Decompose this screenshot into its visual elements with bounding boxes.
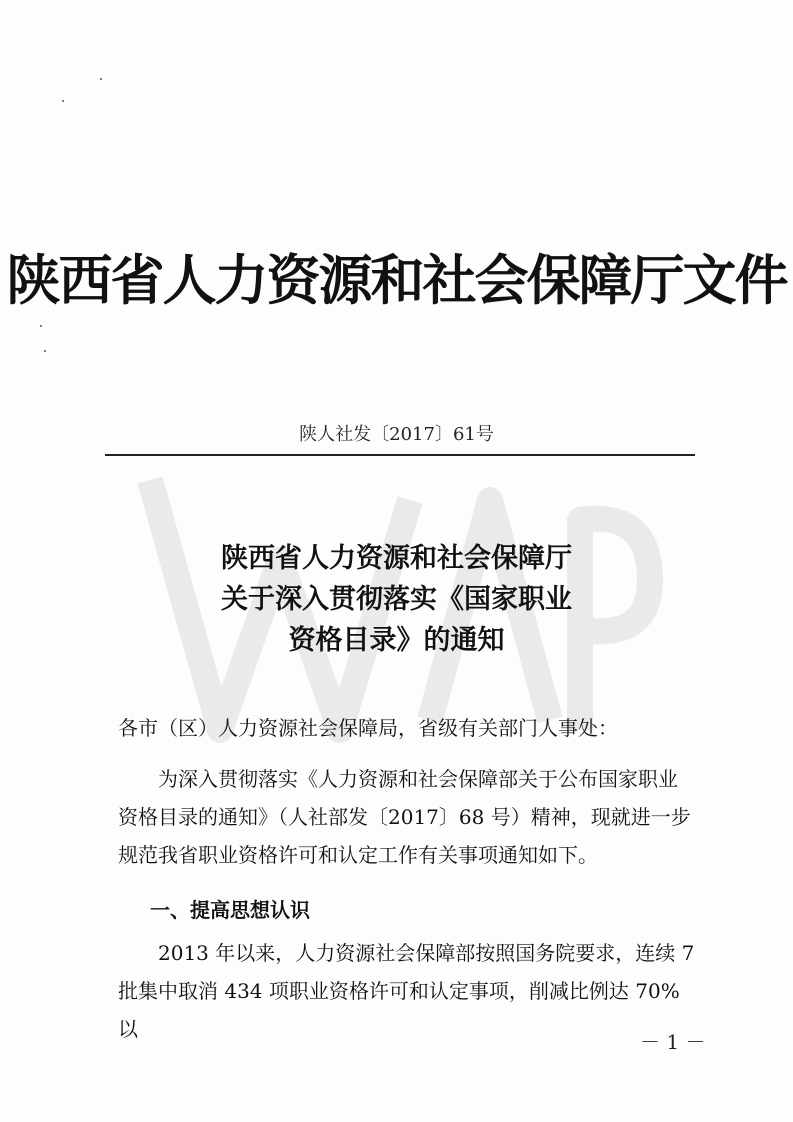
scan-speck (100, 78, 102, 80)
document-header-title: 陕西省人力资源和社会保障厅文件 (6, 248, 787, 312)
section-heading: 一、提高思想认识 (150, 898, 310, 922)
paragraph-line: 资格目录的通知》（人社部发〔2017〕68 号）精神，现就进一步 (118, 805, 691, 829)
paragraph-line: 批集中取消 434 项职业资格许可和认定事项，削减比例达 70%以 (118, 979, 680, 1041)
paragraph-line: 2013 年以来，人力资源社会保障部按照国务院要求，连续 7 (118, 941, 695, 965)
addressee: 各市（区）人力资源社会保障局，省级有关部门人事处： (118, 716, 618, 740)
notice-title-line: 关于深入贯彻落实《国家职业 (221, 584, 572, 615)
scan-speck (40, 325, 42, 327)
section-paragraph (118, 934, 698, 1048)
paragraph-line: 为深入贯彻落实《人力资源和社会保障部关于公布国家职业 (118, 767, 678, 791)
notice-title-line: 资格目录》的通知 (288, 625, 505, 656)
intro-paragraph (118, 760, 698, 874)
notice-title-line: 陕西省人力资源和社会保障厅 (221, 543, 572, 574)
page-number: － 1 － (640, 1030, 706, 1054)
scan-speck (62, 100, 64, 102)
document-number: 陕人社发〔2017〕61号 (299, 424, 494, 445)
paragraph-line: 规范我省职业资格许可和认定工作有关事项通知如下。 (118, 843, 598, 867)
notice-title (0, 538, 793, 661)
header-divider (105, 454, 695, 456)
scan-speck (44, 350, 46, 352)
